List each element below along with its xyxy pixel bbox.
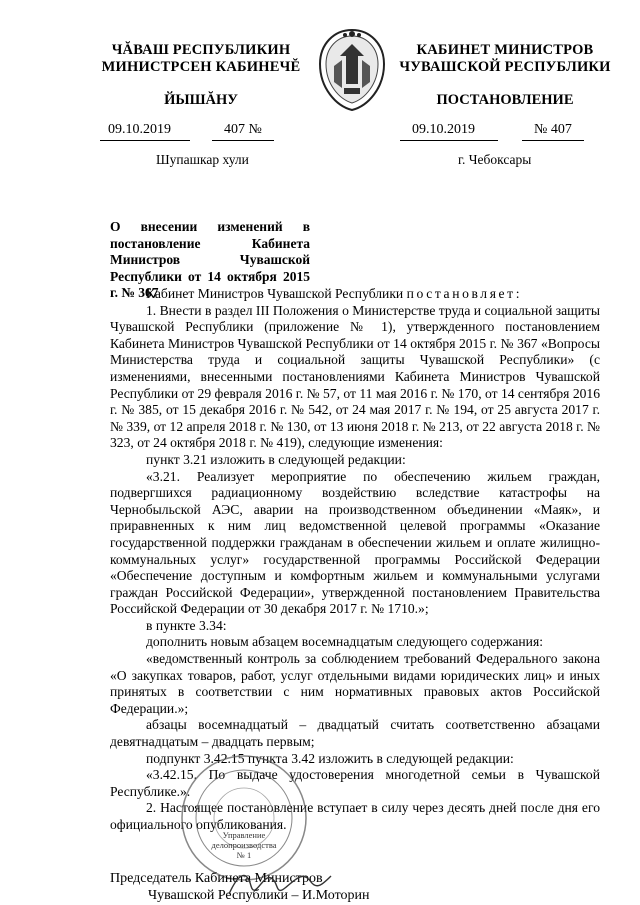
right-date-underline (400, 139, 498, 141)
handwritten-signature (225, 864, 335, 904)
left-number-underline (212, 139, 274, 141)
intro-text: Кабинет Министров Чувашской Республики (146, 286, 407, 301)
stamp-line2: делопроизводства (211, 840, 277, 850)
stamp-line3: № 1 (236, 850, 252, 860)
signature-position: Председатель Кабинета Министров (110, 871, 323, 886)
left-date: 09.10.2019 (108, 122, 171, 137)
stamp-text (208, 830, 280, 860)
doctype-left: ЙЫШĂНУ (164, 92, 238, 108)
paragraph-7: абзацы восемнадцатый – двадцатый считать соответственно абзацами девятнадцатым – двадцать первым; (110, 717, 600, 750)
paragraph-2: пункт 3.21 изложить в следующей редакции: (146, 451, 406, 467)
doctype-right: ПОСТАНОВЛЕНИЕ (436, 92, 574, 108)
intro-spaced-verb: постановляет: (406, 286, 523, 301)
right-number-underline (522, 139, 584, 141)
paragraph-1: 1. Внести в раздел III Положения о Министерстве труда и социальной защиты Чувашской Республики (приложение № 1), утвержденного постановлением Кабинета Министров Чувашской Республики от 14 октября 2015 г. № 367 «Вопросы Министерства труда и социальной защиты Чувашской Республики» (с изменениями, внесенными постановлениями Кабинета Министров Чувашской Республики от 29 февраля 2016 г. № 57, от 11 мая 2016 г. № 170, от 14 сентября 2016 г. № 385, от 15 декабря 2016 г. № 542, от 24 мая 2017 г. № 194, от 25 августа 2017 г. № 339, от 12 апреля 2018 г. № 130, от 13 июня 2018 г. № 213, от 22 августа 2018 г. № 323, от 24 октября 2018 г. № 419), следующие изменения: (110, 302, 601, 451)
header-left (86, 42, 316, 76)
header-right-line1: КАБИНЕТ МИНИСТРОВ (416, 42, 594, 58)
header-right (390, 42, 620, 76)
left-date-underline (100, 139, 190, 141)
left-number: 407 № (224, 122, 262, 137)
paragraph-4: в пункте 3.34: (146, 617, 227, 633)
paragraph-9: «3.42.15. По выдаче удостоверения многодетной семьи в Чувашской Республике.». (110, 767, 600, 799)
signature-name: Чувашской Республики – И.Моторин (148, 888, 370, 903)
left-place: Шупашкар хули (156, 152, 249, 167)
paragraph-intro (110, 286, 600, 303)
paragraph-3: «3.21. Реализует мероприятие по обеспечению жильем граждан, подвергшихся радиационному воздействию вследствие катастрофы на Чернобыльской АЭС, аварии на производственном объединении «Маяк», и приравненных к ним лиц ведомственной целевой программы «Оказание государственной поддержки гражданам в обеспечении жильем и оплате жилищно-коммунальных услуг» государственной программы Российской Федерации «Обеспечение доступным и комфортным жильем и коммунальными услугами граждан Российской Федерации», утвержденной постановлением Правительства Российской Федерации от 30 декабря 2017 г. № 1710.»; (110, 468, 600, 617)
stamp-line1: Управление (222, 830, 266, 840)
right-number: № 407 (534, 122, 572, 137)
document-title: О внесении изменений в постановление Кабинета Министров Чувашской Республики от 14 октября 2015 г. № 367 (110, 219, 310, 300)
paragraph-6: «ведомственный контроль за соблюдением требований Федерального закона «О закупках товаров, работ, услуг отдельными видами юридических лиц» и иных принятых в соответствии с ним нормативных правовых актов Российской Федерации.»; (110, 651, 600, 716)
paragraph-10: 2. Настоящее постановление вступает в силу через десять дней после дня его официального опубликования. (110, 800, 600, 832)
header-left-line1: ЧĂВАШ РЕСПУБЛИКИН (111, 42, 291, 58)
header-left-line2: МИНИСТРСЕН КАБИНЕЧĔ (101, 59, 301, 75)
paragraph-8: подпункт 3.42.15 пункта 3.42 изложить в следующей редакции: (146, 750, 514, 766)
right-place: г. Чебоксары (458, 152, 532, 167)
header-right-line2: ЧУВАШСКОЙ РЕСПУБЛИКИ (399, 59, 611, 75)
right-date: 09.10.2019 (412, 122, 475, 137)
paragraph-5: дополнить новым абзацем восемнадцатым следующего содержания: (146, 634, 543, 650)
coat-of-arms-emblem (312, 26, 392, 112)
